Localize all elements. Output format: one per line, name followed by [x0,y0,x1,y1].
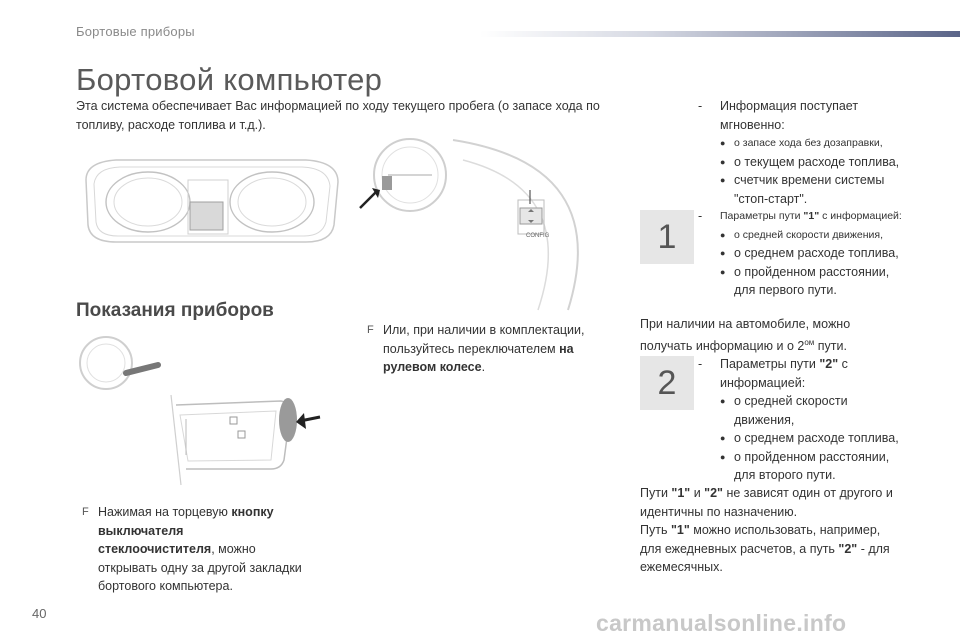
left-instruction-text: Нажимая на торцевую [98,505,232,519]
bottom-note-ref: "2" [838,541,858,556]
instant-info-block [698,97,910,208]
instant-info-title: Информация поступает мгновенно: [720,99,859,132]
bottom-note-text: и [690,486,705,500]
second-trip-note [640,315,880,355]
trip-1-box [640,210,694,264]
middle-instruction-tail: . [481,360,486,374]
list-item: ● о текущем расходе топлива, [720,153,910,172]
section-heading: Показания приборов [76,300,274,321]
page-number: 40 [32,606,47,621]
header-section-title: Бортовые приборы [76,24,195,39]
list-item: ● о запасе хода без дозаправки, [720,134,910,153]
list-item: ● о пройденном расстоянии, для второго пути. [720,448,910,485]
second-trip-note-end: пути. [814,338,847,353]
trip-2-block [698,355,910,485]
intro-text: Эта система обеспечивает Вас информацией по ходу текущего пробега (о запасе хода по топливу, расходе топлива и т.д.). [76,99,600,132]
wiper-stalk-illustration [76,335,326,485]
trip-1-block [698,207,910,300]
list-item: ● о средней скорости движения, [720,226,910,245]
list-item: ● о пройденном расстоянии, для первого пути. [720,263,910,300]
left-instruction-tail: , можно открывать одну за другой закладки бортового компьютера. [98,542,302,593]
trip-2-number: 2 [657,363,677,402]
list-item: ● счетчик времени системы "стоп-старт". [720,171,910,208]
second-trip-note-text: При наличии на автомобиле, можно получать информацию и о 2 [640,317,851,353]
header-decor-bar [480,31,960,37]
middle-instruction-bold: на рулевом колесе [383,341,574,374]
list-dash: - [698,357,703,371]
middle-instruction-text: Или, при наличии в комплектации, пользуйтесь переключателем [383,323,585,356]
list-item: ● о среднем расходе топлива, [720,244,910,263]
trip-1-ref: "1" [803,210,820,222]
list-dash: - [698,99,703,113]
page-title: Бортовой компьютер [76,62,383,97]
bottom-note-text: не зависят один от другого и идентичны по назначению. [640,486,893,519]
bottom-note-ref: "1" [671,486,691,500]
bottom-note-text: Пути [640,486,672,500]
steering-wheel-illustration [358,130,618,310]
left-instruction [82,503,303,596]
trip-1-title: Параметры пути [720,210,804,222]
trip-2-title-tail: с информацией: [720,357,848,390]
list-item: ● о среднем расходе топлива, [720,429,910,448]
trip-2-ref: "2" [819,357,839,371]
bottom-note-ref: "1" [670,523,690,537]
trip-1-number: 1 [657,217,677,256]
left-instruction-bold: кнопку выключателя стеклоочистителя [98,505,274,556]
trip-1-title-tail: с информацией: [819,210,902,222]
bottom-note [640,484,905,577]
bottom-note-text: можно использовать, например, для ежедневных расчетов, а путь [640,523,881,556]
middle-instruction [367,321,613,377]
bottom-note-text: - для ежемесячных. [640,541,890,574]
config-label: CONFIG [526,233,550,239]
instruction-marker: F [367,324,374,336]
list-item: ● о средней скорости движения, [720,392,910,429]
bottom-note-text: Путь [640,523,671,537]
bottom-note-ref: "2" [704,486,723,500]
trip-2-box [640,356,694,410]
watermark: carmanualsonline.info [596,610,847,636]
second-trip-note-sup: ом [804,337,815,347]
instrument-cluster-illustration [76,150,346,250]
instruction-marker: F [82,506,89,518]
list-dash: - [698,209,703,223]
trip-2-title: Параметры пути [720,357,820,371]
